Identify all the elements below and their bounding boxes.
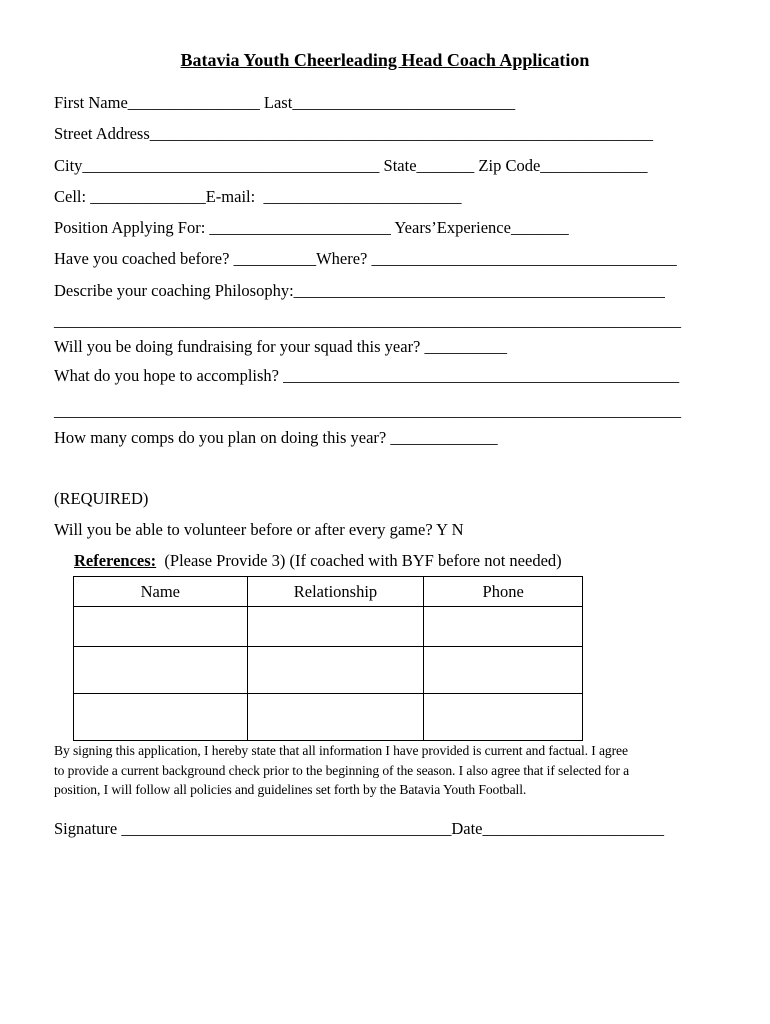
title-tail: tion [559,50,590,70]
table-row [74,647,583,694]
coached-before-field-line[interactable]: Have you coached before? __________Where? _____________________________________ [54,249,677,268]
reference-phone-cell[interactable] [424,694,583,741]
statement-line: position, I will follow all policies and guidelines set forth by the Batavia Youth Football. [54,782,527,797]
references-label: References: [74,551,157,570]
reference-relationship-cell[interactable] [247,647,424,694]
position-experience-field-line[interactable]: Position Applying For: ______________________ Years’Experience_______ [54,218,569,237]
city-state-zip-field-line[interactable]: City____________________________________ State_______ Zip Code_____________ [54,156,648,175]
references-heading [74,553,562,570]
reference-name-cell[interactable] [74,694,248,741]
column-header-relationship: Relationship [247,577,424,607]
volunteer-question[interactable]: Will you be able to volunteer before or after every game? Y N [54,520,464,539]
accomplish-continuation-line[interactable]: ____________________________________________________________________________ [54,401,681,420]
accomplish-field-line[interactable]: What do you hope to accomplish? ________________________________________________ [54,366,680,385]
table-row [74,694,583,741]
table-row [74,607,583,647]
required-label: (REQUIRED) [54,489,149,508]
philosophy-field-line[interactable]: Describe your coaching Philosophy:_____________________________________________ [54,281,665,300]
statement-line: to provide a current background check prior to the beginning of the season. I also agree that if selected for a [54,762,630,778]
reference-phone-cell[interactable] [424,607,583,647]
title-underlined: Batavia Youth Cheerleading Head Coach Applica [180,50,560,70]
reference-name-cell[interactable] [74,647,248,694]
reference-relationship-cell[interactable] [247,607,424,647]
column-header-phone: Phone [424,577,583,607]
column-header-name: Name [74,577,248,607]
certification-statement [54,741,719,800]
reference-phone-cell[interactable] [424,647,583,694]
references-note: (Please Provide 3) (If coached with BYF before not needed) [156,551,562,570]
cell-email-field-line[interactable]: Cell: ______________E-mail: ________________________ [54,187,462,206]
reference-relationship-cell[interactable] [247,694,424,741]
fundraising-field-line[interactable]: Will you be doing fundraising for your squad this year? __________ [54,337,508,356]
philosophy-continuation-line[interactable]: ____________________________________________________________________________ [54,311,681,330]
comps-field-line[interactable]: How many comps do you plan on doing this year? _____________ [54,428,498,447]
page-title [0,50,770,71]
statement-line: By signing this application, I hereby state that all information I have provided is current and factual. I agree [54,743,628,758]
references-header-row [74,577,583,607]
name-field-line[interactable]: First Name________________ Last___________________________ [54,93,516,112]
references-table [73,576,583,741]
reference-name-cell[interactable] [74,607,248,647]
street-address-field-line[interactable]: Street Address_____________________________________________________________ [54,124,654,143]
signature-date-field-line[interactable]: Signature ________________________________________Date______________________ [54,819,665,838]
